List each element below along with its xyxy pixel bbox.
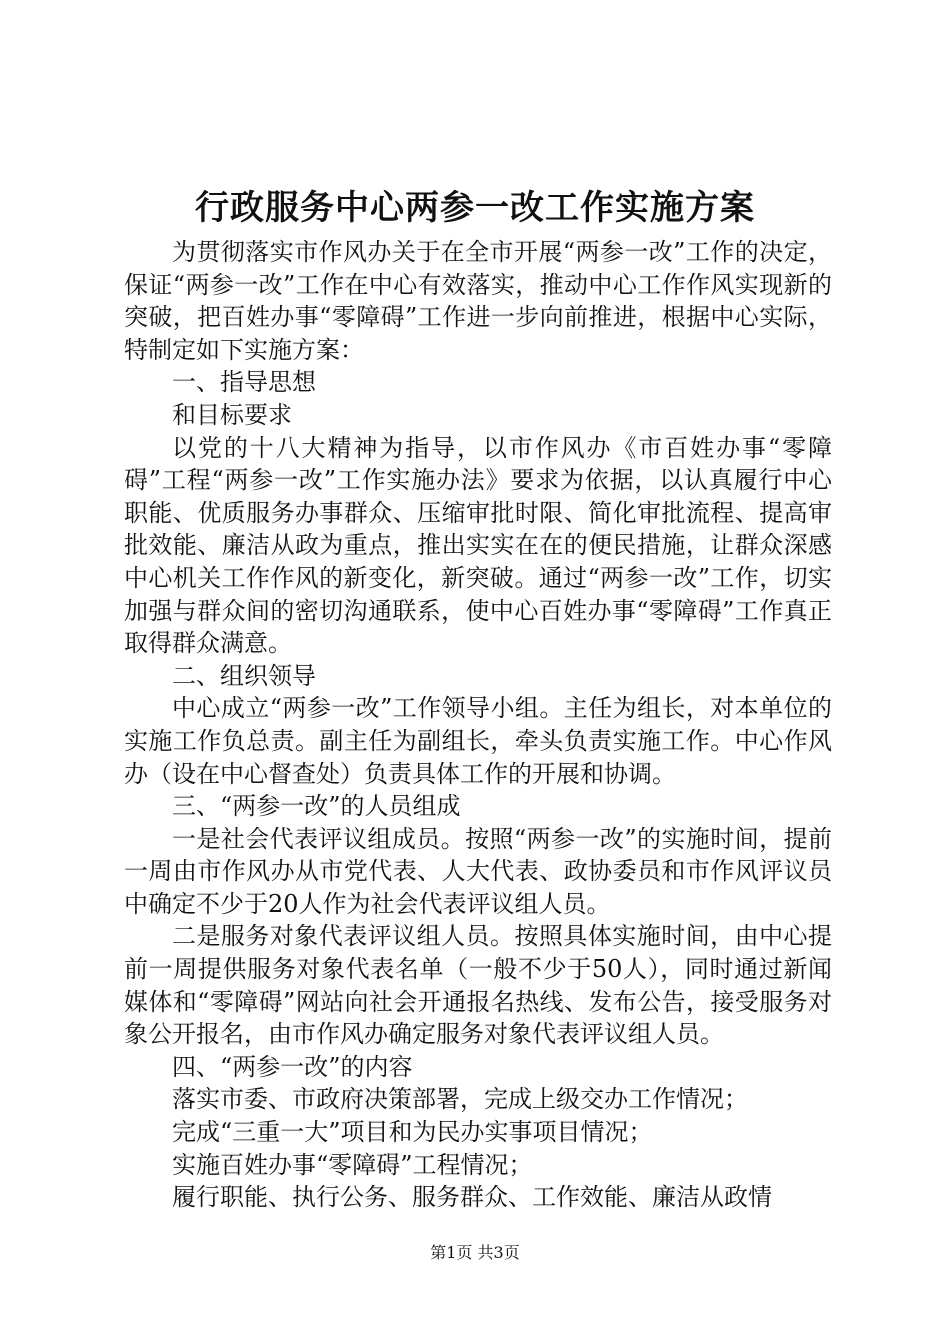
- section-heading-1: 一、指导思想: [172, 368, 316, 397]
- intro-paragraph: 为贯彻落实市作风办关于在全市开展“两参一改”工作的决定，保证“两参一改”工作在中心有效落实，推动中心工作作风实现新的突破，把百姓办事“零障碍”工作进一步向前推进，根据中心实际，特制定如下实施方案：: [124, 238, 832, 364]
- content-item-4: 履行职能、执行公务、服务群众、工作效能、廉洁从政情: [172, 1183, 772, 1212]
- document-title: 行政服务中心两参一改工作实施方案: [195, 188, 755, 228]
- section-heading-1-continued: 和目标要求: [172, 400, 292, 429]
- personnel-paragraph-1: 一是社会代表评议组成员。按照“两参一改”的实施时间，提前一周由市作风办从市党代表、人大代表、政协委员和市作风评议员中确定不少于20人作为社会代表评议组人员。: [124, 824, 832, 918]
- content-item-3: 实施百姓办事“零障碍”工程情况；: [172, 1150, 533, 1179]
- organization-paragraph: 中心成立“两参一改”工作领导小组。主任为组长，对本单位的实施工作负总责。副主任为副组长，牵头负责实施工作。中心作风办（设在中心督查处）负责具体工作的开展和协调。: [124, 694, 832, 788]
- section-heading-3: 三、“两参一改”的人员组成: [172, 792, 461, 821]
- section-heading-2: 二、组织领导: [172, 661, 316, 690]
- content-item-2: 完成“三重一大”项目和为民办实事项目情况；: [172, 1118, 653, 1147]
- guiding-ideology-paragraph: 以党的十八大精神为指导，以市作风办《市百姓办事“零障碍”工程“两参一改”工作实施办法》要求为依据，以认真履行中心职能、优质服务办事群众、压缩审批时限、简化审批流程、提高审批效能、廉洁从政为重点，推出实实在在的便民措施，让群众深感中心机关工作作风的新变化，新突破。通过“两参一改”工作，切实加强与群众间的密切沟通联系，使中心百姓办事“零障碍”工作真正取得群众满意。: [124, 433, 832, 658]
- page-footer: 第1页 共3页: [430, 1243, 520, 1262]
- content-item-1: 落实市委、市政府决策部署，完成上级交办工作情况；: [172, 1085, 748, 1114]
- section-heading-4: 四、“两参一改”的内容: [172, 1052, 413, 1081]
- personnel-paragraph-2: 二是服务对象代表评议组人员。按照具体实施时间，由中心提前一周提供服务对象代表名单（一般不少于50人），同时通过新闻媒体和“零障碍”网站向社会开通报名热线、发布公告，接受服务对象公开报名，由市作风办确定服务对象代表评议组人员。: [124, 922, 832, 1049]
- document-body: [124, 236, 832, 1214]
